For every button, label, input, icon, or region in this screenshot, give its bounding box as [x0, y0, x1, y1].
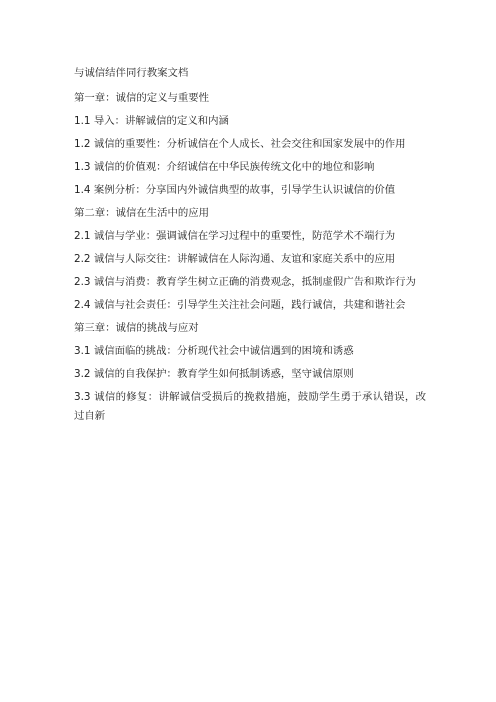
section-1-1: 1.1 导入：讲解诚信的定义和内涵	[74, 115, 229, 127]
document-content	[74, 64, 426, 430]
section-2-1: 2.1 诚信与学业：强调诚信在学习过程中的重要性，防范学术不端行为	[74, 230, 396, 242]
section-2-3: 2.3 诚信与消费：教育学生树立正确的消费观念，抵制虚假广告和欺诈行为	[74, 276, 416, 288]
section-3-1: 3.1 诚信面临的挑战：分析现代社会中诚信遇到的困境和诱惑	[74, 345, 354, 357]
section-3-2: 3.2 诚信的自我保护：教育学生如何抵制诱惑，坚守诚信原则	[74, 368, 354, 380]
chapter-3-heading: 第三章：诚信的挑战与应对	[74, 322, 199, 334]
chapter-2-heading: 第二章：诚信在生活中的应用	[74, 207, 210, 219]
section-3-3: 3.3 诚信的修复：讲解诚信受损后的挽救措施，鼓励学生勇于承认错误，改过自新	[74, 391, 426, 422]
section-1-4: 1.4 案例分析：分享国内外诚信典型的故事，引导学生认识诚信的价值	[74, 184, 396, 196]
section-1-3: 1.3 诚信的价值观：介绍诚信在中华民族传统文化中的地位和影响	[74, 161, 375, 173]
chapter-1-heading: 第一章：诚信的定义与重要性	[74, 92, 210, 104]
section-2-4: 2.4 诚信与社会责任：引导学生关注社会问题，践行诚信，共建和谐社会	[74, 299, 406, 311]
document-title: 与诚信结伴同行教案文档	[74, 67, 189, 79]
section-1-2: 1.2 诚信的重要性：分析诚信在个人成长、社会交往和国家发展中的作用	[74, 138, 406, 150]
section-2-2: 2.2 诚信与人际交往：讲解诚信在人际沟通、友谊和家庭关系中的应用	[74, 253, 396, 265]
